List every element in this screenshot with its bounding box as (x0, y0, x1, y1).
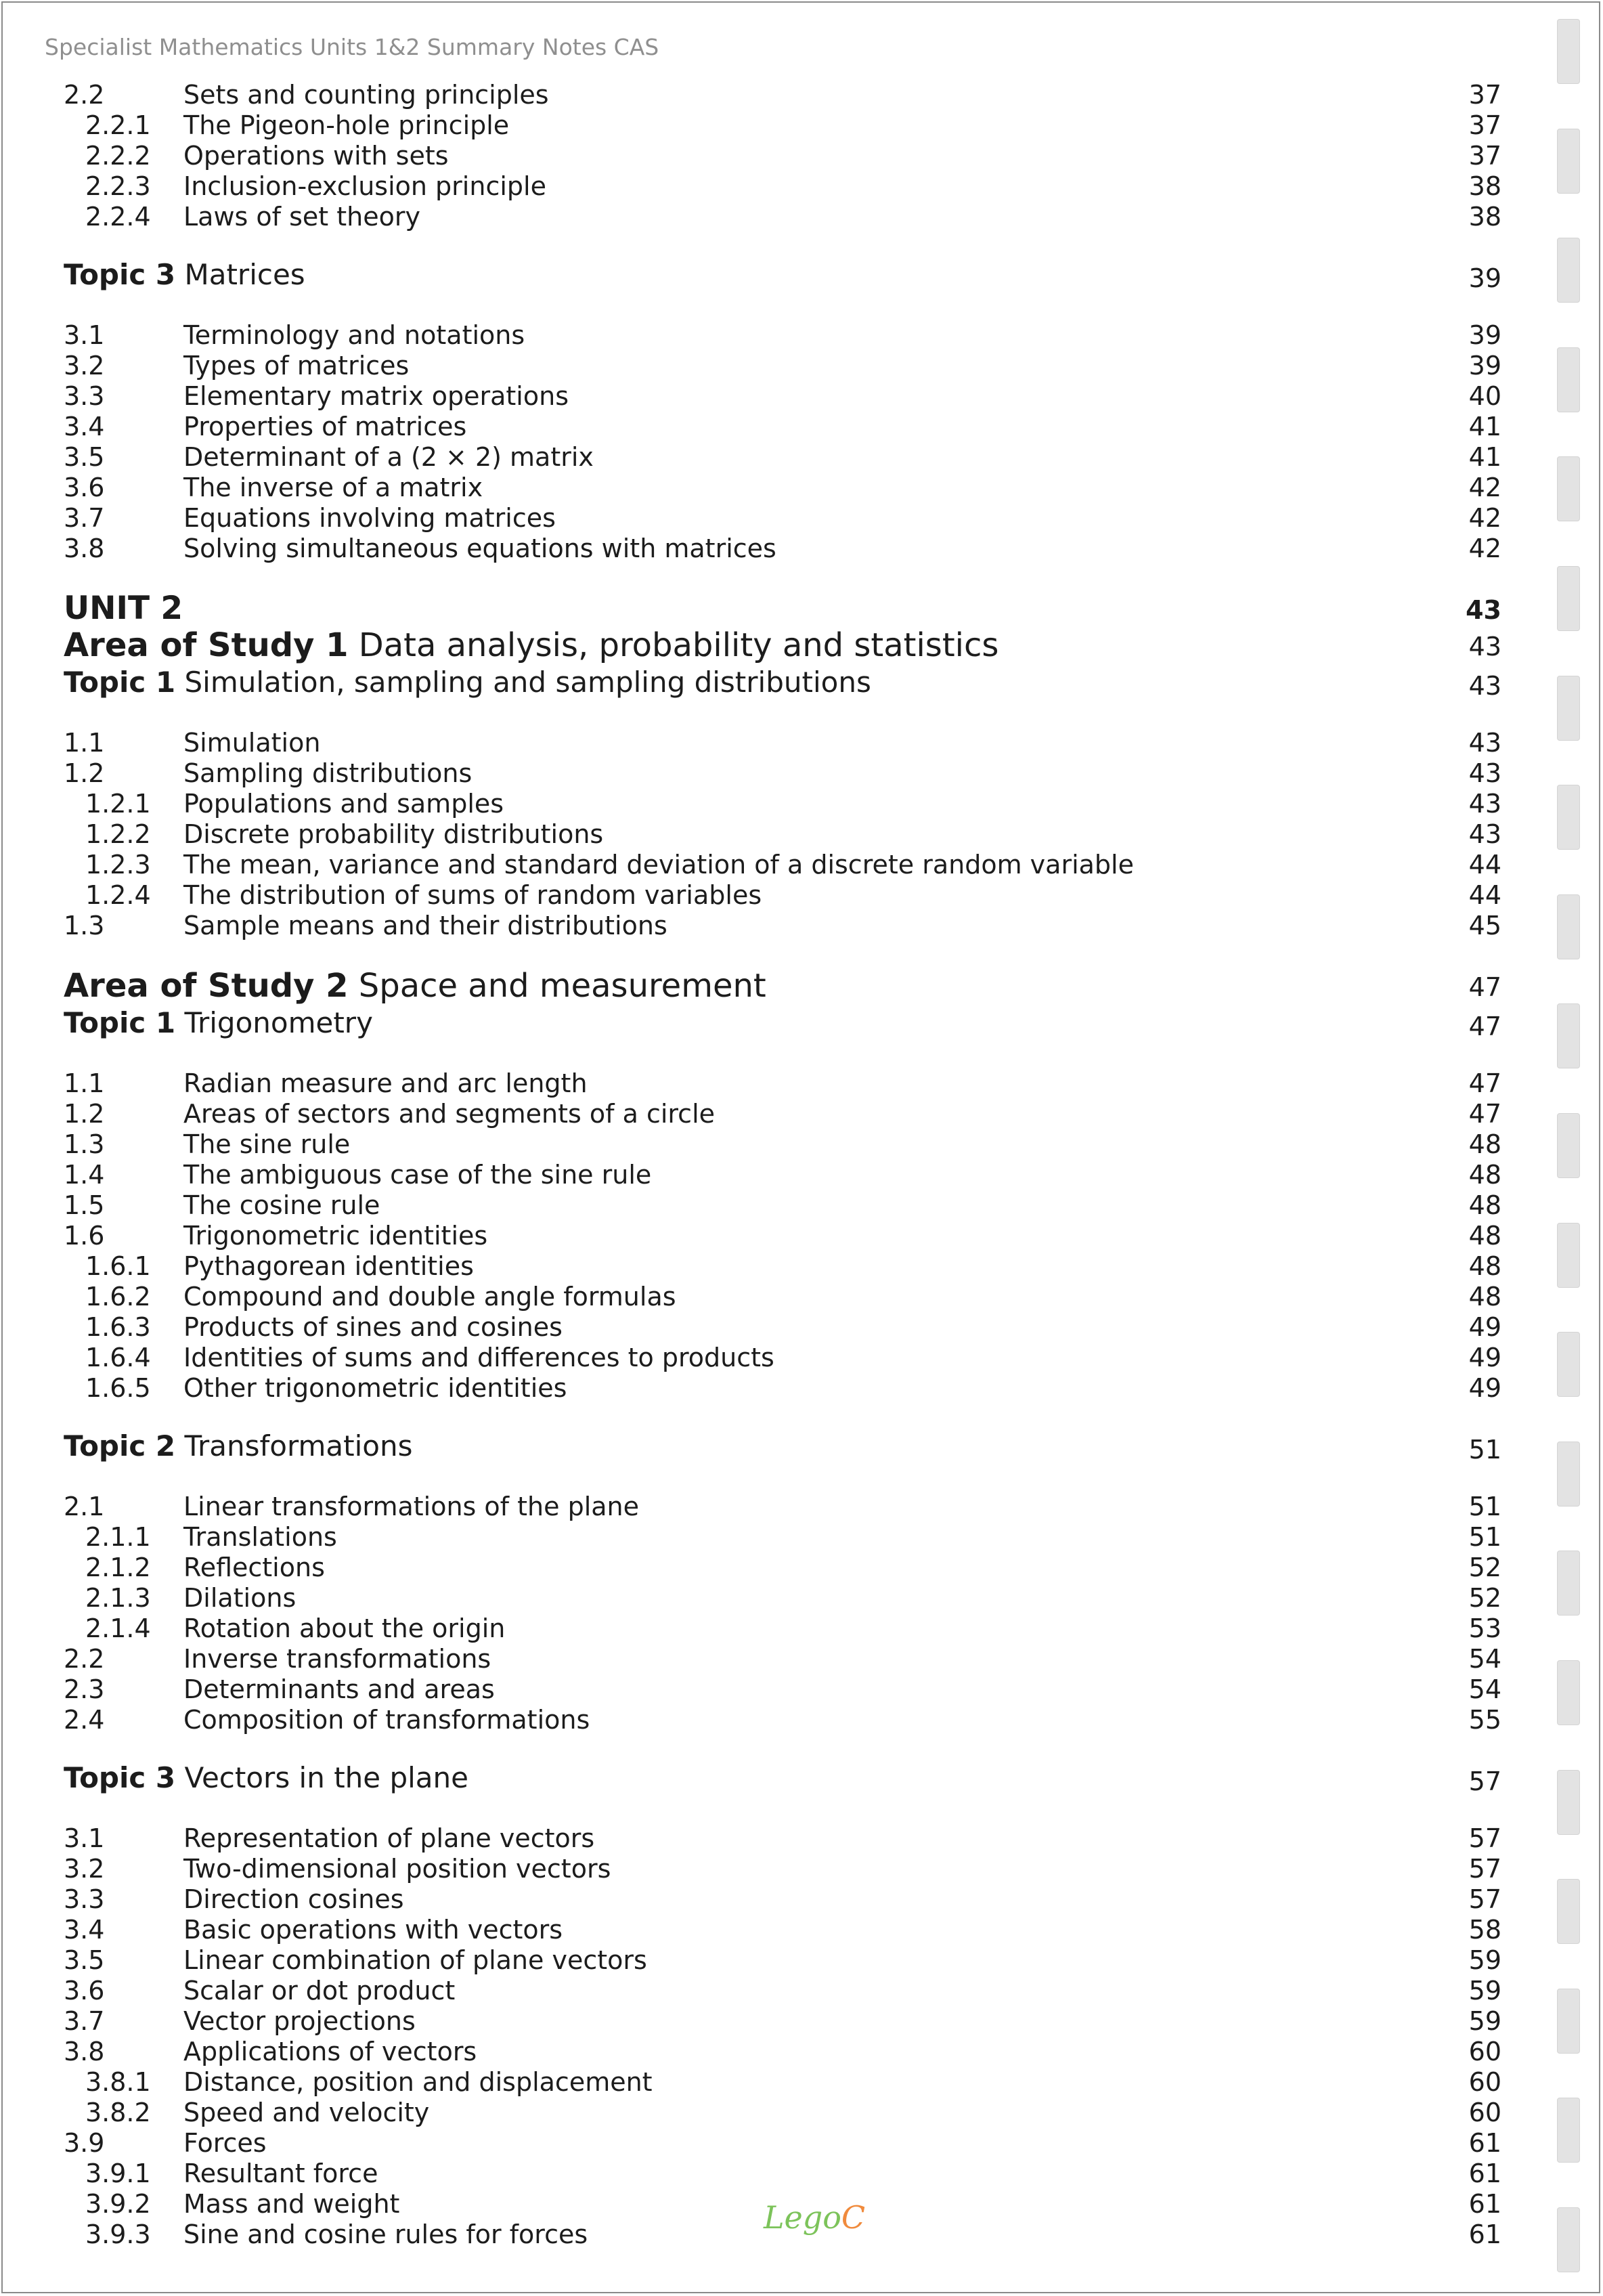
topic-heading[interactable] (64, 258, 1501, 295)
topic-heading-label: Topic 1 (64, 666, 176, 699)
toc-entry-title: Populations and samples (183, 789, 504, 819)
toc-entry[interactable] (64, 728, 1501, 758)
toc-entry-page: 44 (1468, 880, 1501, 910)
toc-entry-number: 3.2 (64, 351, 105, 381)
toc-entry-page: 59 (1468, 1976, 1501, 2006)
topic-heading[interactable] (64, 666, 1501, 702)
topic-heading[interactable] (64, 1761, 1501, 1798)
toc-entry-page: 49 (1468, 1343, 1501, 1372)
section-spacer (64, 232, 1501, 258)
toc-entry-title: Elementary matrix operations (183, 381, 569, 411)
toc-entry-title: Two-dimensional position vectors (183, 1854, 611, 1884)
toc-entry-page: 57 (1468, 1823, 1501, 1853)
toc-entry-title: Sets and counting principles (183, 80, 549, 110)
toc-entry-number: 1.3 (64, 911, 105, 940)
toc-entry-title: The cosine rule (183, 1190, 380, 1220)
toc-entry-page: 51 (1468, 1492, 1501, 1521)
toc-entry-title: Properties of matrices (183, 412, 467, 441)
section-spacer (64, 1404, 1501, 1429)
toc-entry[interactable] (64, 1553, 1501, 1583)
section-spacer (64, 295, 1501, 320)
toc-entry-title: Equations involving matrices (183, 503, 556, 533)
toc-entry-page: 42 (1468, 503, 1501, 533)
index-tab (1557, 1003, 1580, 1068)
toc-entry-number: 3.5 (64, 442, 105, 472)
toc-entry[interactable] (64, 1312, 1501, 1343)
toc-entry-title: Resultant force (183, 2159, 378, 2188)
toc-entry[interactable] (64, 819, 1501, 850)
toc-entry-number: 2.1 (64, 1492, 105, 1521)
toc-entry-number: 1.2 (64, 758, 105, 788)
toc-entry-number: 1.1 (64, 728, 105, 758)
toc-entry-title: Inverse transformations (183, 1644, 491, 1674)
toc-entry-title: Linear transformations of the plane (183, 1492, 639, 1521)
section-spacer (64, 564, 1501, 590)
toc-entry[interactable] (64, 1644, 1501, 1674)
toc-entry-number: 3.5 (64, 1945, 105, 1975)
toc-entry-page: 38 (1468, 202, 1501, 232)
logo-part-1: Lego (764, 2199, 841, 2236)
toc-entry-title: The inverse of a matrix (183, 473, 483, 502)
toc-entry-title: Speed and velocity (183, 2098, 430, 2127)
toc-entry-page: 42 (1468, 534, 1501, 563)
area-heading-label: Area of Study 2 (64, 967, 349, 1005)
toc-entry-page: 41 (1468, 442, 1501, 472)
index-tab (1557, 1113, 1580, 1178)
toc-entry-page: 61 (1468, 2128, 1501, 2158)
toc-entry-number: 3.9 (64, 2128, 105, 2158)
toc-entry[interactable] (64, 1522, 1501, 1553)
index-tab (1557, 1660, 1580, 1725)
toc-entry-number: 2.2 (64, 80, 105, 110)
topic-heading-title: Simulation, sampling and sampling distributions (175, 666, 871, 699)
toc-entry-number: 3.8 (64, 2037, 105, 2066)
toc-entry[interactable] (64, 2159, 1501, 2189)
toc-entry-number: 2.1.1 (85, 1522, 151, 1552)
table-of-contents (64, 80, 1501, 2250)
index-tab (1557, 129, 1580, 194)
topic-heading-page: 47 (1468, 1012, 1501, 1041)
toc-entry-number: 3.9.2 (85, 2189, 151, 2219)
toc-entry-title: Identities of sums and differences to products (183, 1343, 774, 1372)
index-tab (1557, 1223, 1580, 1288)
toc-entry-page: 59 (1468, 1945, 1501, 1975)
toc-entry-number: 1.2.3 (85, 850, 151, 880)
toc-entry-title: The distribution of sums of random variables (183, 880, 762, 910)
toc-entry-page: 37 (1468, 141, 1501, 171)
toc-entry[interactable] (64, 1613, 1501, 1644)
toc-entry-page: 58 (1468, 1915, 1501, 1945)
toc-entry-title: The ambiguous case of the sine rule (183, 1160, 652, 1190)
toc-entry-page: 57 (1468, 1854, 1501, 1884)
toc-entry-number: 2.1.3 (85, 1583, 151, 1613)
toc-entry-title: Rotation about the origin (183, 1613, 506, 1643)
topic-heading-label: Topic 3 (64, 1761, 176, 1794)
toc-entry[interactable] (64, 1915, 1501, 1945)
index-tab (1557, 676, 1580, 741)
area-heading-page: 43 (1468, 632, 1501, 662)
toc-entry[interactable] (64, 911, 1501, 941)
toc-entry[interactable] (64, 442, 1501, 473)
toc-entry[interactable] (64, 2006, 1501, 2037)
toc-entry-number: 2.4 (64, 1705, 105, 1735)
toc-entry-title: Applications of vectors (183, 2037, 477, 2066)
toc-entry-page: 40 (1468, 381, 1501, 411)
toc-entry[interactable] (64, 789, 1501, 819)
toc-entry[interactable] (64, 534, 1501, 564)
section-spacer (64, 1798, 1501, 1823)
toc-entry-title: Basic operations with vectors (183, 1915, 563, 1945)
toc-entry-title: Representation of plane vectors (183, 1823, 595, 1853)
toc-entry-title: The Pigeon-hole principle (183, 110, 510, 140)
toc-entry-page: 60 (1468, 2067, 1501, 2097)
toc-entry-page: 55 (1468, 1705, 1501, 1735)
toc-entry-title: Composition of transformations (183, 1705, 590, 1735)
toc-entry[interactable] (64, 850, 1501, 880)
toc-entry-number: 3.1 (64, 1823, 105, 1853)
toc-entry[interactable] (64, 1068, 1501, 1099)
topic-heading-label: Topic 2 (64, 1429, 176, 1463)
toc-entry-title: Reflections (183, 1553, 325, 1582)
toc-entry[interactable] (64, 1251, 1501, 1282)
toc-entry-number: 1.5 (64, 1190, 105, 1220)
toc-entry-title: Terminology and notations (183, 320, 525, 350)
toc-entry-title: Linear combination of plane vectors (183, 1945, 647, 1975)
topic-heading-title: Vectors in the plane (175, 1761, 468, 1794)
area-heading-label: Area of Study 1 (64, 626, 349, 664)
toc-entry-number: 3.1 (64, 320, 105, 350)
topic-heading-page: 57 (1468, 1767, 1501, 1796)
topic-heading-page: 39 (1468, 263, 1501, 293)
toc-entry-number: 2.2.4 (85, 202, 151, 232)
toc-entry-page: 48 (1468, 1221, 1501, 1251)
toc-entry-number: 2.1.4 (85, 1613, 151, 1643)
toc-entry-number: 3.4 (64, 1915, 105, 1945)
toc-entry[interactable] (64, 2037, 1501, 2067)
toc-entry-page: 37 (1468, 80, 1501, 110)
toc-entry-number: 3.4 (64, 412, 105, 441)
toc-entry[interactable] (64, 1674, 1501, 1705)
toc-entry-number: 2.2.1 (85, 110, 151, 140)
index-tab (1557, 238, 1580, 303)
topic-heading[interactable] (64, 1006, 1501, 1043)
logo-part-2: C (841, 2199, 866, 2236)
toc-entry[interactable] (64, 473, 1501, 503)
toc-entry-number: 3.7 (64, 503, 105, 533)
toc-entry-page: 48 (1468, 1160, 1501, 1190)
topic-heading-title: Transformations (175, 1429, 413, 1463)
section-spacer (64, 1735, 1501, 1761)
toc-entry-number: 2.1.2 (85, 1553, 151, 1582)
toc-entry-number: 1.6.4 (85, 1343, 151, 1372)
toc-entry-number: 1.4 (64, 1160, 105, 1190)
toc-entry[interactable] (64, 880, 1501, 911)
topic-heading-title: Trigonometry (175, 1006, 373, 1039)
toc-entry-title: Areas of sectors and segments of a circle (183, 1099, 716, 1129)
toc-entry-title: Translations (183, 1522, 337, 1552)
toc-entry-page: 48 (1468, 1251, 1501, 1281)
toc-entry-page: 43 (1468, 789, 1501, 819)
toc-entry-page: 49 (1468, 1312, 1501, 1342)
toc-entry-page: 59 (1468, 2006, 1501, 2036)
toc-entry[interactable] (64, 1129, 1501, 1160)
index-tab (1557, 566, 1580, 631)
toc-entry-number: 1.2.1 (85, 789, 151, 819)
topic-heading-title: Matrices (175, 258, 305, 291)
toc-entry[interactable] (64, 412, 1501, 442)
toc-entry[interactable] (64, 1099, 1501, 1129)
toc-entry-page: 52 (1468, 1553, 1501, 1582)
toc-entry[interactable] (64, 1492, 1501, 1522)
toc-entry-page: 51 (1468, 1522, 1501, 1552)
area-heading-title: Space and measurement (348, 967, 766, 1005)
toc-entry-page: 45 (1468, 911, 1501, 940)
toc-entry-number: 1.3 (64, 1129, 105, 1159)
toc-entry-number: 3.8.1 (85, 2067, 151, 2097)
toc-entry-page: 47 (1468, 1099, 1501, 1129)
index-tab (1557, 2098, 1580, 2163)
toc-entry-title: Laws of set theory (183, 202, 420, 232)
toc-entry-title: The mean, variance and standard deviation of a discrete random variable (183, 850, 1134, 880)
toc-entry-page: 41 (1468, 412, 1501, 441)
toc-entry[interactable] (64, 351, 1501, 381)
index-tab (1557, 1879, 1580, 1944)
toc-entry[interactable] (64, 1945, 1501, 1976)
index-tab (1557, 19, 1580, 84)
toc-entry[interactable] (64, 381, 1501, 412)
toc-entry-number: 1.2.2 (85, 819, 151, 849)
toc-entry[interactable] (64, 1823, 1501, 1854)
topic-heading[interactable] (64, 1429, 1501, 1466)
toc-entry-title: Determinant of a (2 × 2) matrix (183, 442, 594, 472)
toc-entry-title: Dilations (183, 1583, 297, 1613)
toc-entry-number: 3.8 (64, 534, 105, 563)
toc-entry-page: 54 (1468, 1674, 1501, 1704)
toc-entry-title: Distance, position and displacement (183, 2067, 653, 2097)
toc-entry-title: Simulation (183, 728, 321, 758)
toc-entry[interactable] (64, 2067, 1501, 2098)
unit-heading-label: UNIT 2 (64, 590, 183, 627)
toc-entry-page: 38 (1468, 171, 1501, 201)
area-heading-page: 47 (1468, 972, 1501, 1002)
toc-entry[interactable] (64, 1282, 1501, 1312)
toc-entry-number: 1.2 (64, 1099, 105, 1129)
toc-entry-number: 1.2.4 (85, 880, 151, 910)
index-tab (1557, 1442, 1580, 1507)
toc-entry-title: Vector projections (183, 2006, 416, 2036)
toc-entry-page: 52 (1468, 1583, 1501, 1613)
toc-entry-title: Compound and double angle formulas (183, 1282, 676, 1312)
toc-entry[interactable] (64, 110, 1501, 141)
index-tab (1557, 456, 1580, 521)
toc-entry-title: Scalar or dot product (183, 1976, 456, 2006)
toc-entry-title: Types of matrices (183, 351, 410, 381)
toc-entry-page: 57 (1468, 1884, 1501, 1914)
index-tab (1557, 347, 1580, 412)
toc-entry-title: Inclusion-exclusion principle (183, 171, 546, 201)
toc-entry-page: 37 (1468, 110, 1501, 140)
toc-entry[interactable] (64, 1976, 1501, 2006)
toc-entry-page: 44 (1468, 850, 1501, 880)
topic-heading-page: 43 (1468, 671, 1501, 701)
toc-entry-title: Operations with sets (183, 141, 449, 171)
toc-entry[interactable] (64, 2098, 1501, 2128)
toc-entry-title: Pythagorean identities (183, 1251, 474, 1281)
toc-entry-page: 42 (1468, 473, 1501, 502)
toc-entry-page: 53 (1468, 1613, 1501, 1643)
toc-entry[interactable] (64, 141, 1501, 171)
toc-entry[interactable] (64, 1884, 1501, 1915)
toc-entry-number: 3.9.3 (85, 2219, 151, 2249)
toc-entry-page: 48 (1468, 1129, 1501, 1159)
toc-entry-number: 3.2 (64, 1854, 105, 1884)
toc-entry-page: 39 (1468, 320, 1501, 350)
section-spacer (64, 702, 1501, 728)
toc-entry-page: 43 (1468, 728, 1501, 758)
toc-entry-title: Discrete probability distributions (183, 819, 604, 849)
toc-entry-title: Determinants and areas (183, 1674, 495, 1704)
toc-entry-title: Trigonometric identities (183, 1221, 488, 1251)
toc-entry[interactable] (64, 1221, 1501, 1251)
toc-entry-number: 1.6.2 (85, 1282, 151, 1312)
toc-entry-page: 61 (1468, 2159, 1501, 2188)
toc-entry-number: 3.3 (64, 381, 105, 411)
toc-entry-page: 43 (1468, 819, 1501, 849)
toc-entry-page: 39 (1468, 351, 1501, 381)
index-tab (1557, 1770, 1580, 1835)
toc-entry-number: 1.6.3 (85, 1312, 151, 1342)
toc-entry-page: 49 (1468, 1373, 1501, 1403)
toc-entry-page: 61 (1468, 2189, 1501, 2219)
toc-entry[interactable] (64, 1160, 1501, 1190)
topic-heading-page: 51 (1468, 1435, 1501, 1465)
toc-entry[interactable] (64, 758, 1501, 789)
toc-entry-title: Products of sines and cosines (183, 1312, 563, 1342)
toc-entry-page: 60 (1468, 2037, 1501, 2066)
index-tab (1557, 1551, 1580, 1616)
toc-entry[interactable] (64, 1190, 1501, 1221)
toc-entry-number: 3.6 (64, 473, 105, 502)
toc-entry-title: The sine rule (183, 1129, 351, 1159)
toc-entry-title: Mass and weight (183, 2189, 400, 2219)
toc-entry-page: 48 (1468, 1190, 1501, 1220)
index-tab (1557, 1989, 1580, 2054)
section-spacer (64, 1466, 1501, 1492)
area-heading[interactable] (64, 626, 1501, 666)
toc-entry-number: 3.7 (64, 2006, 105, 2036)
toc-entry[interactable] (64, 1705, 1501, 1735)
index-tab (1557, 785, 1580, 850)
topic-heading-label: Topic 1 (64, 1006, 176, 1039)
toc-entry[interactable] (64, 202, 1501, 232)
toc-entry[interactable] (64, 1373, 1501, 1404)
index-tab (1557, 2207, 1580, 2272)
toc-entry-number: 2.2 (64, 1644, 105, 1674)
toc-entry-number: 1.6 (64, 1221, 105, 1251)
toc-entry-number: 2.2.3 (85, 171, 151, 201)
toc-entry[interactable] (64, 503, 1501, 534)
toc-entry-title: Sine and cosine rules for forces (183, 2219, 588, 2249)
toc-entry-number: 1.6.1 (85, 1251, 151, 1281)
index-tab (1557, 894, 1580, 959)
toc-entry[interactable] (64, 2128, 1501, 2159)
toc-entry-title: Radian measure and arc length (183, 1068, 588, 1098)
toc-entry-page: 60 (1468, 2098, 1501, 2127)
toc-entry[interactable] (64, 1854, 1501, 1884)
toc-entry[interactable] (64, 1583, 1501, 1613)
toc-entry-number: 1.6.5 (85, 1373, 151, 1403)
toc-entry[interactable] (64, 1343, 1501, 1373)
toc-entry-number: 3.8.2 (85, 2098, 151, 2127)
toc-entry-number: 3.3 (64, 1884, 105, 1914)
unit-heading[interactable] (64, 590, 1501, 626)
topic-heading-label: Topic 3 (64, 258, 176, 291)
toc-entry-title: Direction cosines (183, 1884, 404, 1914)
toc-entry-page: 54 (1468, 1644, 1501, 1674)
unit-heading-page: 43 (1466, 595, 1501, 625)
toc-entry-number: 2.3 (64, 1674, 105, 1704)
area-heading-title: Data analysis, probability and statistics (348, 626, 999, 664)
toc-entry-title: Forces (183, 2128, 267, 2158)
section-spacer (64, 941, 1501, 967)
index-tab (1557, 1332, 1580, 1397)
legoc-logo (764, 2199, 865, 2236)
toc-entry-number: 3.6 (64, 1976, 105, 2006)
toc-entry-page: 61 (1468, 2219, 1501, 2249)
toc-entry[interactable] (64, 80, 1501, 110)
toc-entry-number: 3.9.1 (85, 2159, 151, 2188)
running-header: Specialist Mathematics Units 1&2 Summary Notes CAS (45, 34, 659, 60)
toc-entry[interactable] (64, 171, 1501, 202)
toc-entry-title: Solving simultaneous equations with matrices (183, 534, 776, 563)
toc-entry-page: 48 (1468, 1282, 1501, 1312)
toc-entry-page: 43 (1468, 758, 1501, 788)
toc-entry-title: Sampling distributions (183, 758, 473, 788)
toc-entry-number: 2.2.2 (85, 141, 151, 171)
area-heading[interactable] (64, 967, 1501, 1006)
toc-entry[interactable] (64, 320, 1501, 351)
toc-entry-number: 1.1 (64, 1068, 105, 1098)
section-spacer (64, 1043, 1501, 1068)
toc-entry-title: Other trigonometric identities (183, 1373, 567, 1403)
toc-entry-page: 47 (1468, 1068, 1501, 1098)
toc-entry-title: Sample means and their distributions (183, 911, 667, 940)
